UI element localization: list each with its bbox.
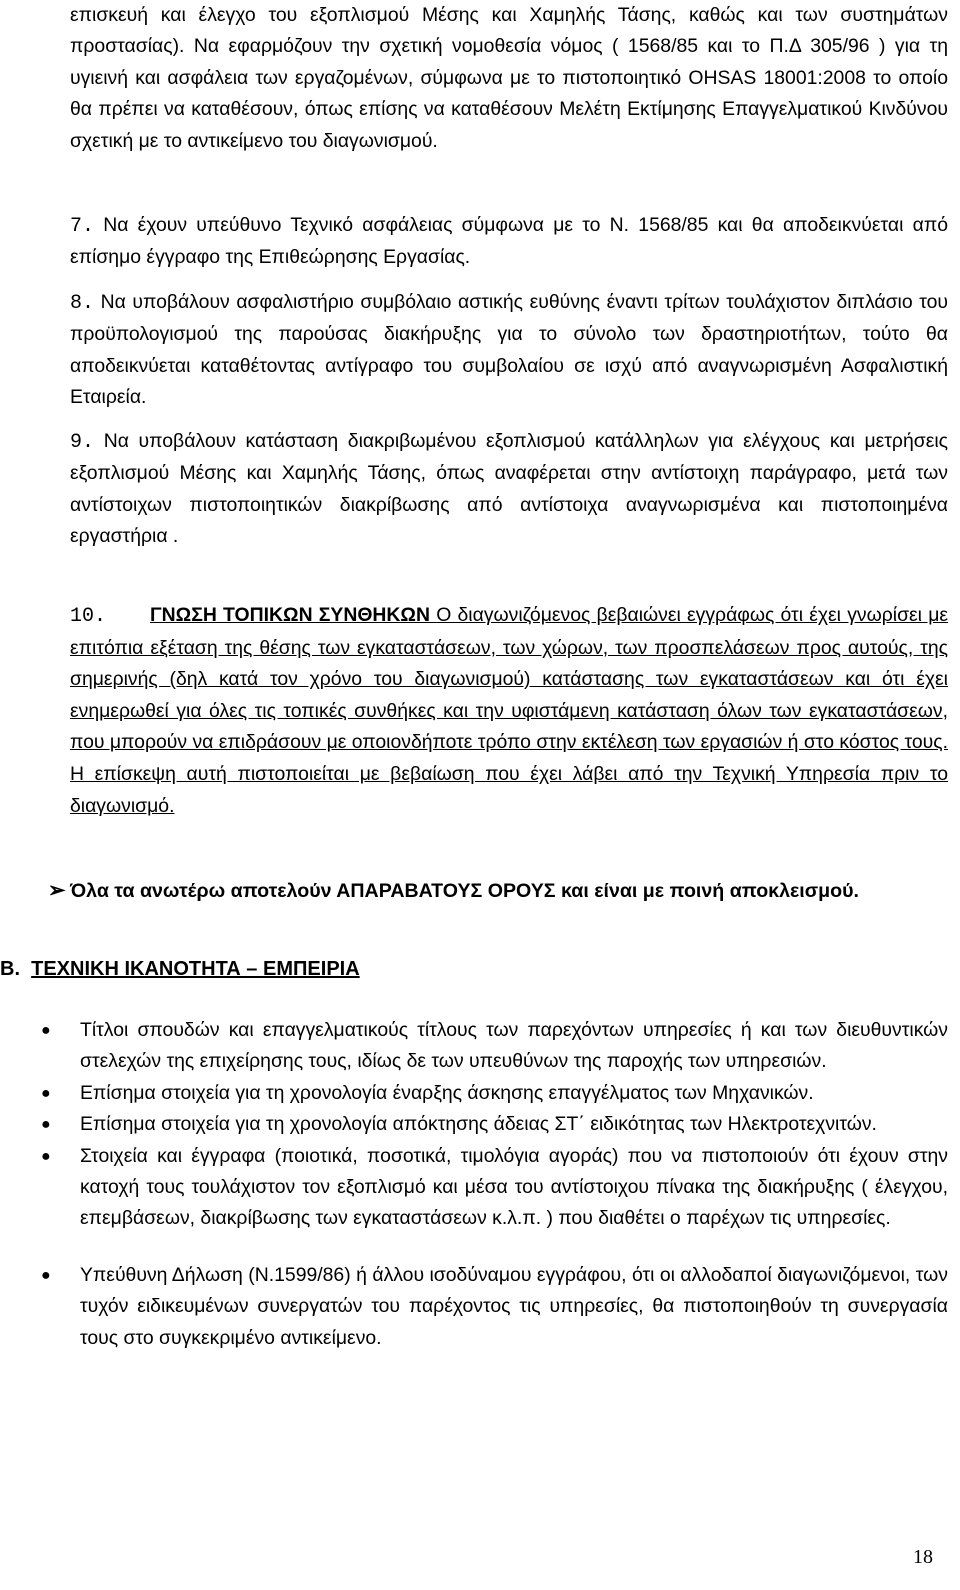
list-item: [0, 1015, 948, 1078]
list-item: [0, 1260, 948, 1354]
list-item-text: Επίσημα στοιχεία για τη χρονολογία έναρξης άσκησης επαγγέλματος των Μηχανικών.: [80, 1081, 814, 1104]
arrow-bullet-icon: ➢: [48, 879, 66, 902]
list-item-7: [70, 210, 948, 274]
list-item-text: Υπεύθυνη Δήλωση (Ν.1599/86) ή άλλου ισοδύναμου εγγράφου, ότι οι αλλοδαποί διαγωνιζόμενοι, των τυχόν ειδικευμένων συνεργατών του παρέχοντος τις υπηρεσίες, θα πιστοποιηθούν τη συνεργασία τους στο συγκεκριμένο αντικείμενο.: [80, 1263, 948, 1349]
item-number: 7.: [70, 215, 95, 238]
list-item-text: Τίτλοι σπουδών και επαγγελματικούς τίτλους των παρεχόντων υπηρεσίες ή και των διευθυντικών στελεχών της επιχείρησης τους, ιδίως δε των υπευθύνων της παροχής των υπηρεσιών.: [80, 1019, 948, 1073]
list-item-8: [70, 287, 948, 414]
section-heading: [0, 958, 360, 981]
bullet-icon: ●: [41, 1084, 51, 1102]
list-item-9: [70, 426, 948, 553]
conditions-note-text: Όλα τα ανωτέρω αποτελούν ΑΠΑΡΑΒΑΤΟΥΣ ΟΡΟΥΣ και είναι με ποινή αποκλεισμού.: [70, 880, 859, 902]
requirements-list: [0, 1015, 960, 1354]
conditions-note: [70, 875, 948, 908]
section-title: ΤΕΧΝΙΚΗ ΙΚΑΝΟΤΗΤΑ – ΕΜΠΕΙΡΙΑ: [31, 958, 360, 980]
list-item-10: [70, 600, 948, 822]
list-item-text: Επίσημα στοιχεία για τη χρονολογία απόκτησης άδειας ΣΤ΄ ειδικότητας των Ηλεκτροτεχνιτών.: [80, 1113, 877, 1136]
page-number: 18: [913, 1546, 933, 1568]
item-text: Ο διαγωνιζόμενος βεβαιώνει εγγράφως ότι έχει γνωρίσει με επιτόπια εξέταση της θέσης των εγκαταστάσεων, των χώρων, των προσπελάσεων προς αυτούς, της σημερινής (δηλ κατά τον χρόνο του διαγωνισμού) κατάστασης των εγκαταστάσεων και ότι έχει ενημερωθεί για όλες τις τοπικές συνθήκες και την υφιστάμενη κατάσταση όλων των εγκαταστάσεων, που μπορούν να επιδράσουν με οποιονδήποτε τρόπο στην εκτέλεση των εργασιών ή στο κόστος τους. Η επίσκεψη αυτή πιστοποιείται με βεβαίωση που έχει λάβει από την Τεχνική Υπηρεσία πριν το διαγωνισμό.: [70, 604, 949, 817]
bullet-icon: ●: [41, 1116, 51, 1134]
item-text: Να έχουν υπεύθυνο Τεχνικό ασφάλειας σύμφωνα με το Ν. 1568/85 και θα αποδεικνύεται από επίσημο έγγραφο της Επιθεώρησης Εργασίας.: [70, 214, 948, 269]
bullet-icon: ●: [41, 1022, 51, 1039]
section-label: Β.: [0, 958, 20, 980]
list-item: [0, 1109, 948, 1140]
item-heading: ΓΝΩΣΗ ΤΟΠΙΚΩΝ ΣΥΝΘΗΚΩΝ: [150, 604, 430, 626]
list-item-text: Στοιχεία και έγγραφα (ποιοτικά, ποσοτικά, τιμολόγια αγοράς) που να πιστοποιούν ότι έχουν στην κατοχή τους τουλάχιστον τον εξοπλισμό και μέσα του αντίστοιχου πίνακα της διακήρυξης ( έλεγχου, επεμβάσεων, διακρίβωσης των εγκαταστάσεων κ.λ.π. ) που διαθέτει ο παρέχων τις υπηρεσίες.: [80, 1144, 948, 1230]
list-item: [0, 1141, 948, 1235]
item-number: 8.: [70, 292, 95, 315]
bullet-icon: ●: [41, 1266, 51, 1284]
item-text: Να υποβάλουν ασφαλιστήριο συμβόλαιο αστικής ευθύνης έναντι τρίτων τουλάχιστον διπλάσιο του προϋπολογισμού της παρούσας διακήρυξης για το σύνολο των δραστηριοτήτων, τούτο θα αποδεικνύεται καταθέτοντας αντίγραφο του συμβολαίου σε ισχύ από αναγνωρισμένη Ασφαλιστική Εταιρεία.: [70, 291, 949, 409]
list-item: [0, 1078, 948, 1109]
paragraph-continuation: επισκευή και έλεγχο του εξοπλισμού Μέσης και Χαμηλής Τάσης, καθώς και των συστημάτων προστασίας). Να εφαρμόζουν την σχετική νομοθεσία νόμος ( 1568/85 και το Π.Δ 305/96 ) για τη υγιεινή και ασφάλεια των εργαζομένων, σύμφωνα με το πιστοποιητικό OHSAS 18001:2008 το οποίο θα πρέπει να καταθέσουν, όπως επίσης να καταθέσουν Μελέτη Εκτίμησης Επαγγελματικού Κινδύνου σχετική με το αντικείμενο του διαγωνισμού.: [70, 4, 948, 152]
item-number: 9.: [70, 431, 95, 454]
item-number: 10.: [70, 605, 107, 628]
bullet-icon: ●: [41, 1147, 51, 1165]
item-text: Να υποβάλουν κατάσταση διακριβωμένου εξοπλισμού κατάλληλων για ελέγχους και μετρήσεις εξοπλισμού Μέσης και Χαμηλής Τάσης, όπως αναφέρεται στην αντίστοιχη παράγραφο, μετά των αντίστοιχων πιστοποιητικών διακρίβωσης από αντίστοιχα αναγνωρισμένα και πιστοποιημένα εργαστήρια .: [70, 430, 949, 548]
